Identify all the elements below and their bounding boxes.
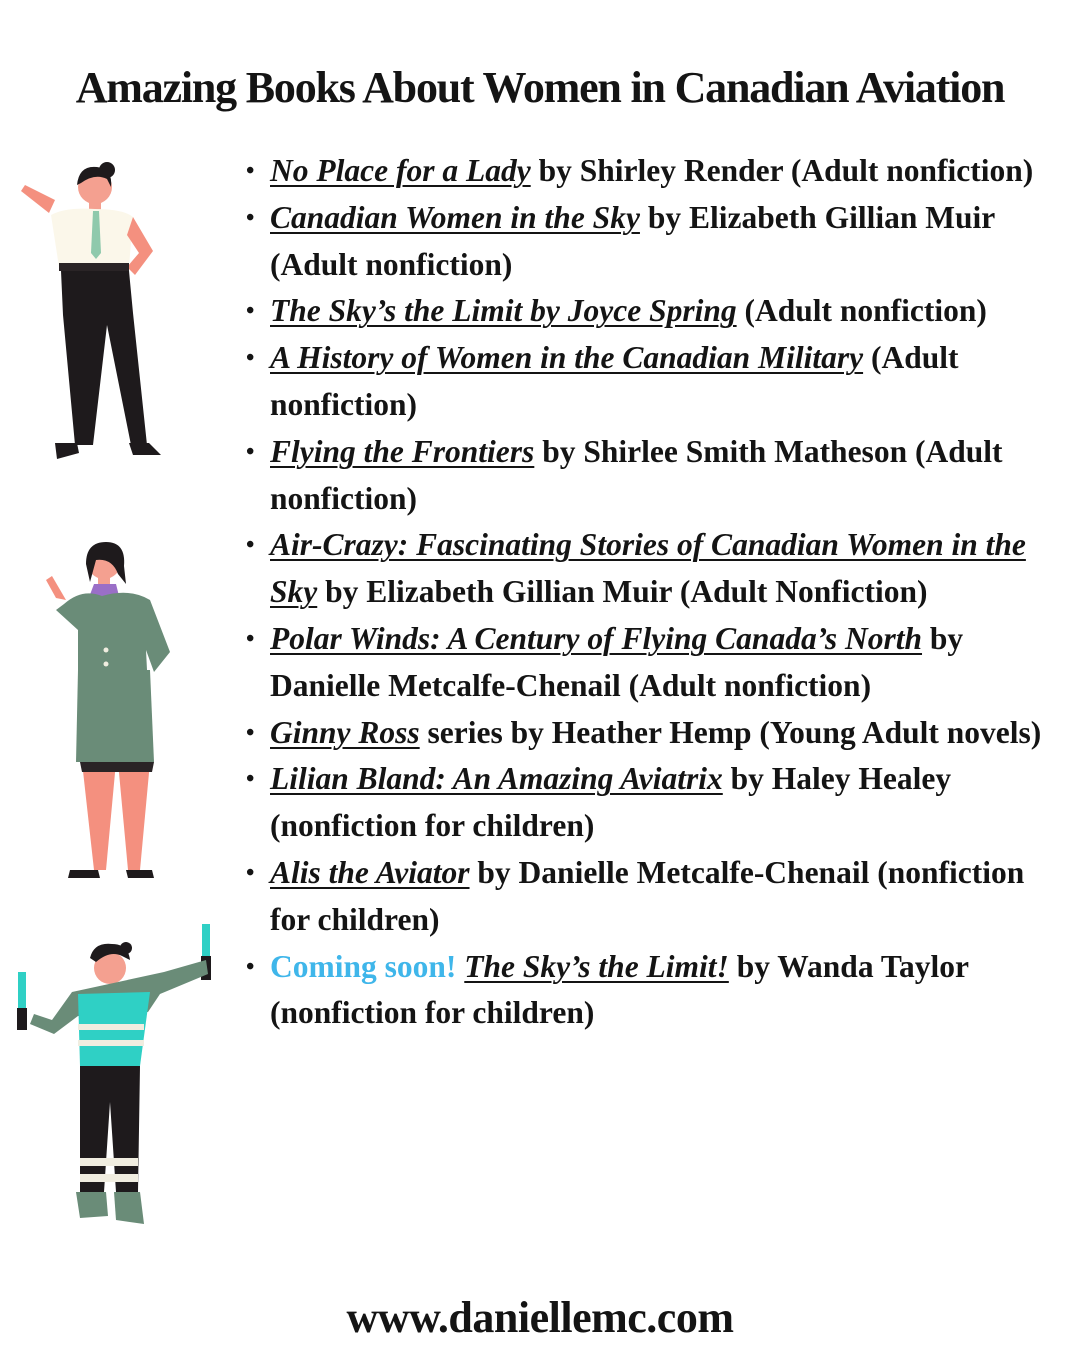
book-details: by Shirlee Smith Matheson (Adult nonfiction) [270,433,1003,516]
list-item [270,756,1050,850]
list-item [270,616,1050,710]
book-title-link[interactable]: No Place for a Lady [270,153,531,188]
book-title-link[interactable]: Lilian Bland: An Amazing Aviatrix [270,761,723,797]
book-details: (Adult nonfiction) [270,340,959,422]
book-list [270,148,1050,1037]
list-item [270,522,1050,616]
left-wand-icon [18,972,26,1012]
website-url[interactable]: www.daniellemc.com [346,1293,734,1342]
book-title-link[interactable]: The Sky’s the Limit by Joyce Spring [270,293,737,329]
book-title-link[interactable]: Polar Winds: A Century of Flying Canada’s North [270,620,923,656]
book-details: by Shirley Render (Adult nonfiction) [530,153,1034,188]
book-details: by Wanda Taylor (nonfiction for children) [270,948,969,1031]
list-item [270,429,1050,523]
book-title-link[interactable]: A History of Women in the Canadian Military [270,340,864,376]
list-item [270,288,1050,335]
list-item [270,195,1050,289]
book-details: by Danielle Metcalfe-Chenail (Adult nonfiction) [270,620,964,703]
book-title-link[interactable]: The Sky’s the Limit! [464,948,729,984]
book-details: by Danielle Metcalfe-Chenail (nonfiction for children) [270,854,1025,937]
list-item [270,148,1050,195]
book-title-link[interactable]: Alis the Aviator [270,854,470,890]
book-details: by Elizabeth Gillian Muir (Adult nonfiction) [270,199,995,282]
pilot-woman-illustration [15,155,165,465]
list-item [270,944,1050,1038]
list-item [270,335,1050,429]
list-item [270,710,1050,757]
book-details: by Elizabeth Gillian Muir (Adult Nonfiction) [317,574,928,610]
ground-marshaller-illustration [14,922,214,1232]
page-title: Amazing Books About Women in Canadian Aviation [75,63,1005,112]
list-item [270,850,1050,944]
book-title-link[interactable]: Air-Crazy: Fascinating Stories of Canadian Women in the Sky [270,527,1026,610]
book-title-link[interactable]: Canadian Women in the Sky [270,199,640,235]
flight-attendant-illustration [42,540,177,885]
book-details: series by Heather Hemp (Young Adult novels) [419,714,1042,750]
book-details: (Adult nonfiction) [736,293,987,329]
book-title-link[interactable]: Flying the Frontiers [270,433,535,469]
book-details: by Haley Healey (nonfiction for children) [270,761,952,844]
right-wand-icon [202,924,210,960]
coming-soon-label: Coming soon! [270,948,465,984]
book-title-link[interactable]: Ginny Ross [270,714,420,750]
